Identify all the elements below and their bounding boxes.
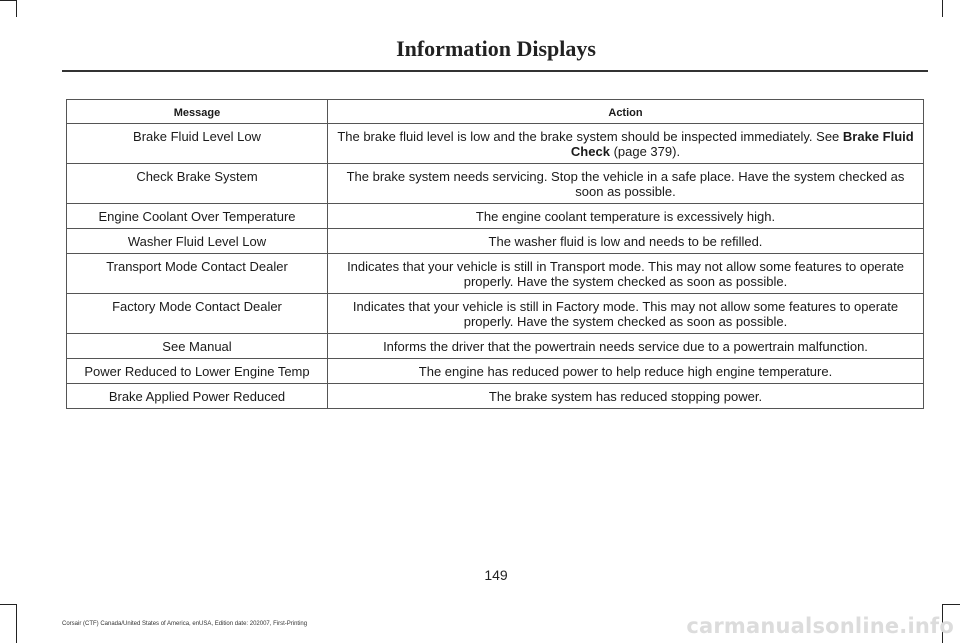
column-header-action: Action [328, 100, 924, 124]
table-row [67, 254, 924, 294]
edition-footer: Corsair (CTF) Canada/United States of America, enUSA, Edition date: 202007, First-Printing [62, 621, 308, 627]
table-row [67, 334, 924, 359]
action-cell: The engine has reduced power to help reduce high engine temperature. [328, 359, 924, 384]
column-header-message: Message [67, 100, 328, 124]
action-cell: Informs the driver that the powertrain needs service due to a powertrain malfunction. [328, 334, 924, 359]
message-cell: Check Brake System [67, 164, 328, 204]
table-header-row [67, 100, 924, 124]
title-divider [62, 70, 928, 72]
action-text: The brake fluid level is low and the brake system should be inspected immediately. See [337, 129, 843, 144]
table-row [67, 229, 924, 254]
watermark: carmanualsonline.info [686, 614, 954, 638]
action-cell: The brake system needs servicing. Stop the vehicle in a safe place. Have the system checked as soon as possible. [328, 164, 924, 204]
cross-reference-link: Brake Fluid Check [570, 129, 914, 159]
action-cell: Indicates that your vehicle is still in Transport mode. This may not allow some features to operate properly. Have the system checked as soon as possible. [328, 254, 924, 294]
action-cell: The washer fluid is low and needs to be refilled. [328, 229, 924, 254]
message-cell: Transport Mode Contact Dealer [67, 254, 328, 294]
crop-mark [942, 0, 943, 17]
crop-mark [0, 0, 16, 1]
message-cell: Power Reduced to Lower Engine Temp [67, 359, 328, 384]
message-cell: Factory Mode Contact Dealer [67, 294, 328, 334]
table-row [67, 384, 924, 409]
message-cell: Brake Applied Power Reduced [67, 384, 328, 409]
table-row [67, 124, 924, 164]
message-cell: See Manual [67, 334, 328, 359]
crop-mark [16, 0, 17, 17]
crop-mark [0, 604, 16, 605]
table-row [67, 359, 924, 384]
crop-mark [16, 604, 17, 643]
table-row [67, 164, 924, 204]
action-cell [328, 124, 924, 164]
message-table [66, 99, 924, 409]
page-title: Information Displays [396, 36, 596, 61]
page-reference: (page 379). [609, 144, 681, 159]
message-cell: Washer Fluid Level Low [67, 229, 328, 254]
table-row [67, 294, 924, 334]
crop-mark [942, 604, 960, 605]
action-cell: The engine coolant temperature is excessively high. [328, 204, 924, 229]
message-cell: Engine Coolant Over Temperature [67, 204, 328, 229]
action-cell: Indicates that your vehicle is still in Factory mode. This may not allow some features to operate properly. Have the system checked as soon as possible. [328, 294, 924, 334]
action-cell: The brake system has reduced stopping power. [328, 384, 924, 409]
message-cell: Brake Fluid Level Low [67, 124, 328, 164]
page-number: 149 [484, 567, 508, 583]
table-row [67, 204, 924, 229]
